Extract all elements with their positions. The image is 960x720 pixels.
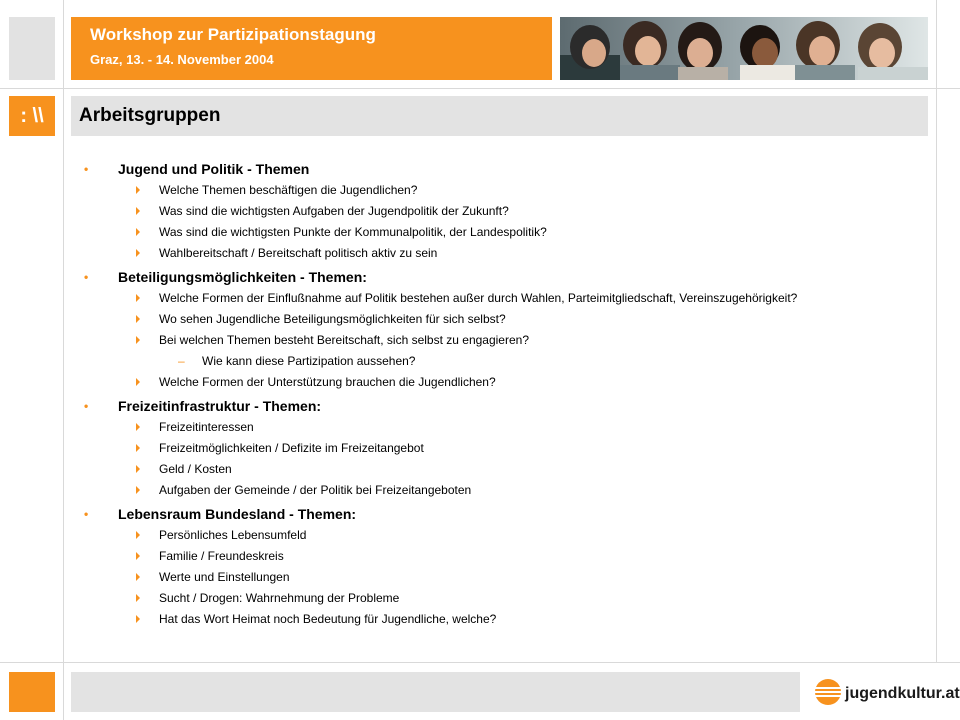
triangle-bullet-icon [136, 249, 140, 257]
triangle-bullet-icon [136, 228, 140, 236]
bullet-icon: • [84, 507, 89, 521]
section-title [84, 397, 924, 419]
footer-bar [71, 672, 800, 712]
corner-block [9, 17, 55, 80]
dash-bullet-icon: – [178, 354, 185, 368]
divider-line [0, 662, 960, 663]
triangle-bullet-icon [136, 423, 140, 431]
list-item-text: Persönliches Lebensumfeld [159, 528, 307, 542]
list-item-text: Wo sehen Jugendliche Beteiligungsmöglichkeiten für sich selbst? [159, 312, 506, 326]
list-item-text: Sucht / Drogen: Wahrnehmung der Probleme [159, 591, 400, 605]
section-title-text: Jugend und Politik - Themen [118, 161, 310, 177]
list-item-text: Freizeitinteressen [159, 420, 254, 434]
list-item-text: Bei welchen Themen besteht Bereitschaft, sich selbst zu engagieren? [159, 333, 529, 347]
triangle-bullet-icon [136, 294, 140, 302]
triangle-bullet-icon [136, 465, 140, 473]
bullet-icon: • [84, 162, 89, 176]
footer-block [9, 672, 55, 712]
list-item-text: Hat das Wort Heimat noch Bedeutung für Jugendliche, welche? [159, 612, 497, 626]
list-item [84, 590, 924, 606]
jugendkultur-logo [812, 676, 960, 708]
group-photo [560, 17, 928, 80]
section-title [84, 505, 924, 527]
triangle-bullet-icon [136, 315, 140, 323]
list-item-text: Freizeitmöglichkeiten / Defizite im Freizeitangebot [159, 441, 424, 455]
triangle-bullet-icon [136, 444, 140, 452]
list-item-text: Welche Themen beschäftigen die Jugendlichen? [159, 183, 418, 197]
divider-line [63, 0, 64, 720]
topic-section [84, 160, 924, 268]
triangle-bullet-icon [136, 615, 140, 623]
list-item [84, 548, 924, 564]
section-title-text: Beteiligungsmöglichkeiten - Themen: [118, 269, 367, 285]
list-item-text: Was sind die wichtigsten Aufgaben der Jugendpolitik der Zukunft? [159, 204, 509, 218]
triangle-bullet-icon [136, 207, 140, 215]
topic-section [84, 397, 924, 505]
list-item [84, 419, 924, 435]
page-title: Arbeitsgruppen [79, 105, 221, 126]
list-item [84, 461, 924, 477]
sub-list-item [84, 353, 924, 369]
list-item [84, 311, 924, 327]
list-item [84, 440, 924, 456]
triangle-bullet-icon [136, 378, 140, 386]
divider-line [936, 0, 937, 662]
content-area [84, 160, 924, 634]
sub-list-item-text: Wie kann diese Partizipation aussehen? [202, 354, 416, 368]
header-subtitle: Graz, 13. - 14. November 2004 [90, 52, 274, 67]
list-item-text: Welche Formen der Einflußnahme auf Politik bestehen außer durch Wahlen, Parteimitgliedschaft, Vereinszugehörigkeit? [159, 291, 798, 305]
bullet-icon: • [84, 399, 89, 413]
list-item-text: Was sind die wichtigsten Punkte der Kommunalpolitik, der Landespolitik? [159, 225, 547, 239]
list-item [84, 332, 924, 348]
topic-section [84, 505, 924, 634]
list-item-text: Welche Formen der Unterstützung brauchen die Jugendlichen? [159, 375, 496, 389]
list-item-text: Geld / Kosten [159, 462, 232, 476]
triangle-bullet-icon [136, 552, 140, 560]
list-item [84, 611, 924, 627]
logo-text: jugendkultur.at [845, 685, 960, 702]
triangle-bullet-icon [136, 594, 140, 602]
triangle-bullet-icon [136, 531, 140, 539]
list-item [84, 374, 924, 390]
list-item [84, 290, 924, 306]
list-item [84, 569, 924, 585]
divider-line [0, 88, 960, 89]
bullet-icon: • [84, 270, 89, 284]
list-item [84, 182, 924, 198]
list-item [84, 203, 924, 219]
list-item-text: Werte und Einstellungen [159, 570, 290, 584]
list-item-text: Familie / Freundeskreis [159, 549, 284, 563]
triangle-bullet-icon [136, 186, 140, 194]
topic-section [84, 268, 924, 397]
list-item [84, 224, 924, 240]
nav-symbol: : \\ [9, 96, 55, 136]
list-item [84, 527, 924, 543]
triangle-bullet-icon [136, 336, 140, 344]
triangle-bullet-icon [136, 573, 140, 581]
list-item [84, 245, 924, 261]
section-title-text: Freizeitinfrastruktur - Themen: [118, 398, 322, 414]
section-title-text: Lebensraum Bundesland - Themen: [118, 506, 357, 522]
section-title [84, 268, 924, 290]
section-title [84, 160, 924, 182]
triangle-bullet-icon [136, 486, 140, 494]
header-title: Workshop zur Partizipationstagung [90, 25, 376, 44]
list-item-text: Wahlbereitschaft / Bereitschaft politisch aktiv zu sein [159, 246, 438, 260]
list-item-text: Aufgaben der Gemeinde / der Politik bei Freizeitangeboten [159, 483, 472, 497]
list-item [84, 482, 924, 498]
